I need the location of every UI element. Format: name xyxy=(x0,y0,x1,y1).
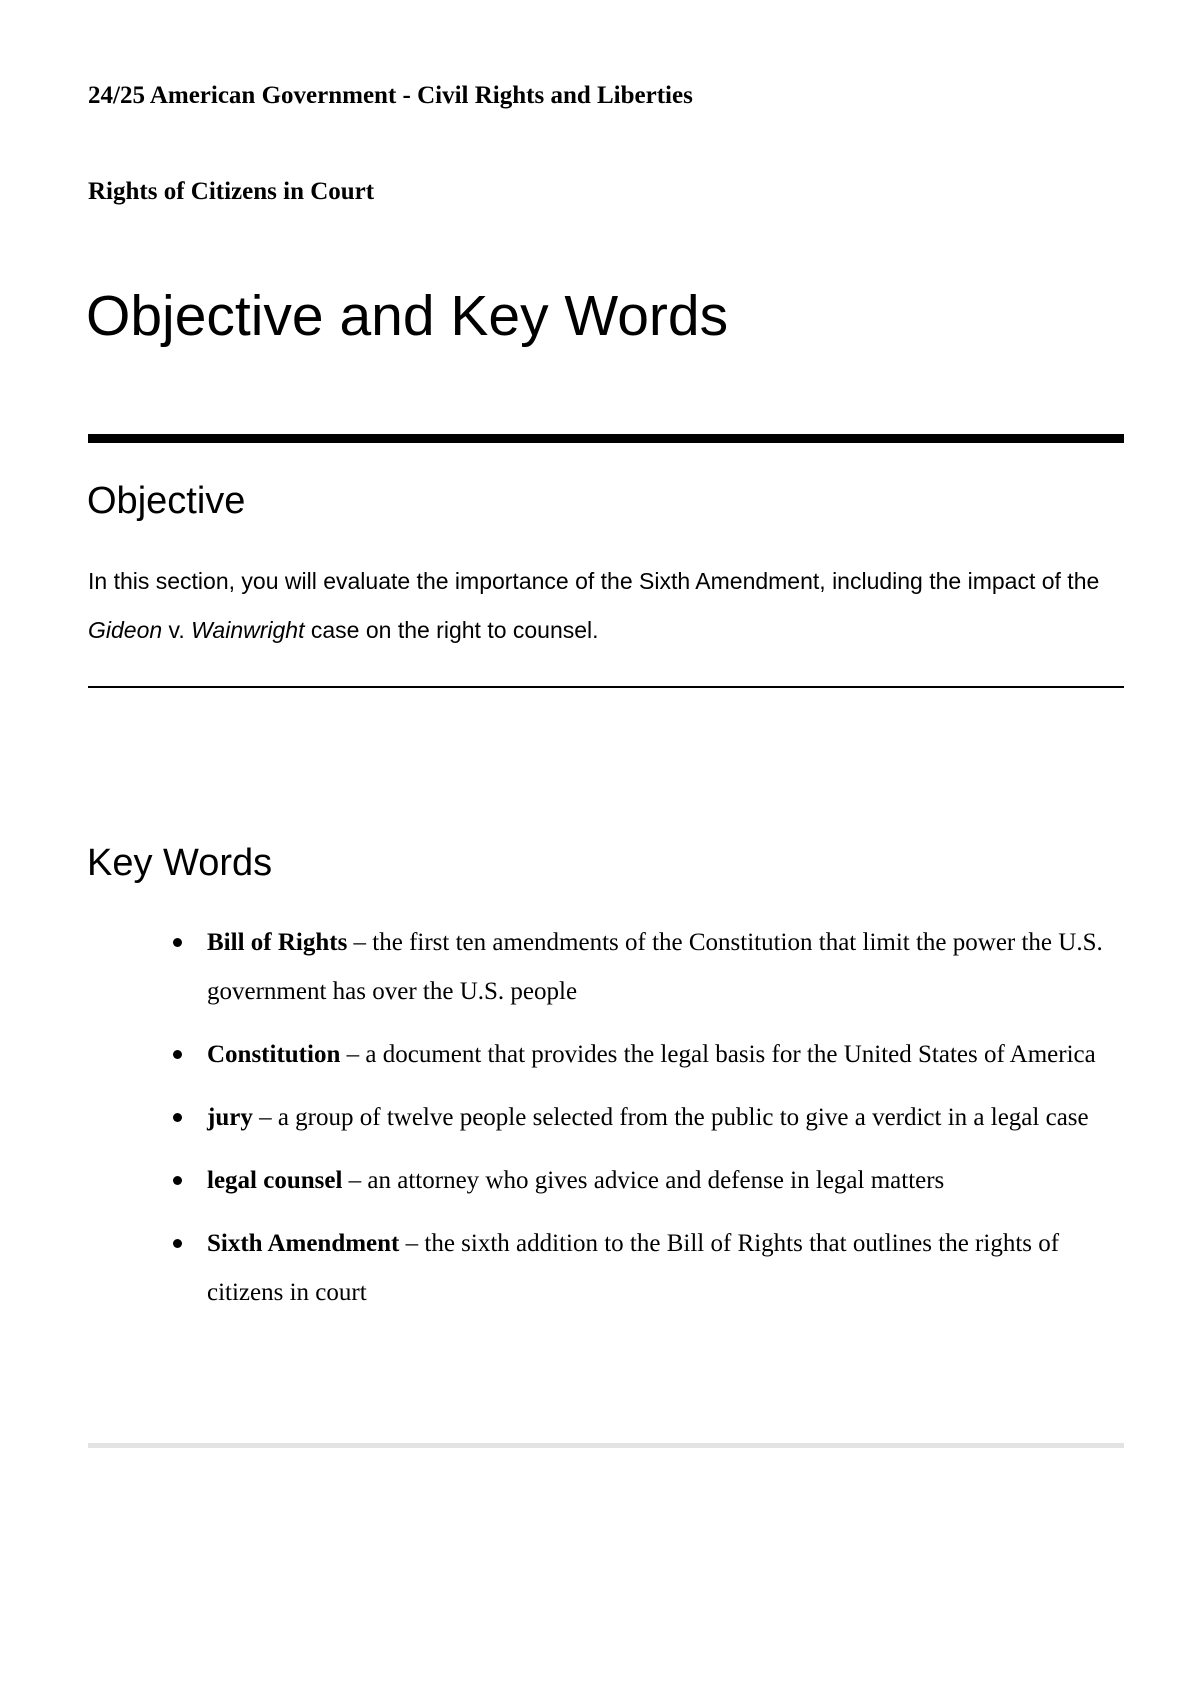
key-word-definition: – a document that provides the legal basis for the United States of America xyxy=(340,1041,1096,1068)
key-word-item xyxy=(88,918,1124,1016)
case-plaintiff: Gideon xyxy=(88,617,163,643)
course-title: 24/25 American Government - Civil Rights and Liberties xyxy=(88,82,693,109)
case-versus: v. xyxy=(162,617,192,643)
bullet-icon xyxy=(173,1239,182,1248)
key-word-term: jury xyxy=(207,1104,253,1131)
key-word-item xyxy=(88,1093,1124,1142)
key-word-term: Sixth Amendment xyxy=(207,1230,400,1257)
key-word-definition: – the sixth addition to the Bill of Rights that outlines the rights of citizens in court xyxy=(207,1230,1060,1306)
key-word-item xyxy=(88,1030,1124,1079)
objective-text-after: case on the right to counsel. xyxy=(304,617,599,643)
key-word-term: Bill of Rights xyxy=(207,929,348,956)
key-word-item xyxy=(88,1156,1124,1205)
section-end-divider xyxy=(88,1443,1124,1448)
key-word-definition: – a group of twelve people selected from the public to give a verdict in a legal case xyxy=(252,1104,1089,1131)
lesson-title: Rights of Citizens in Court xyxy=(88,178,375,205)
page-title: Objective and Key Words xyxy=(86,284,729,348)
bullet-icon xyxy=(173,1176,182,1185)
case-defendant: Wainwright xyxy=(191,617,305,643)
key-words-heading: Key Words xyxy=(87,842,273,884)
key-words-list xyxy=(88,918,1124,1331)
key-word-term: legal counsel xyxy=(207,1167,343,1194)
title-divider xyxy=(88,434,1124,443)
key-word-term: Constitution xyxy=(207,1041,341,1068)
objective-text-before: In this section, you will evaluate the importance of the Sixth Amendment, including the impact of the xyxy=(88,568,1100,594)
bullet-icon xyxy=(173,1050,182,1059)
objective-heading: Objective xyxy=(87,480,246,522)
key-word-definition: – the first ten amendments of the Constitution that limit the power the U.S. government has over the U.S. people xyxy=(207,929,1103,1005)
bullet-icon xyxy=(173,1113,182,1122)
objective-divider xyxy=(88,686,1124,688)
objective-text xyxy=(88,557,1128,655)
bullet-icon xyxy=(173,938,182,947)
key-word-item xyxy=(88,1219,1124,1317)
key-word-definition: – an attorney who gives advice and defense in legal matters xyxy=(342,1167,945,1194)
